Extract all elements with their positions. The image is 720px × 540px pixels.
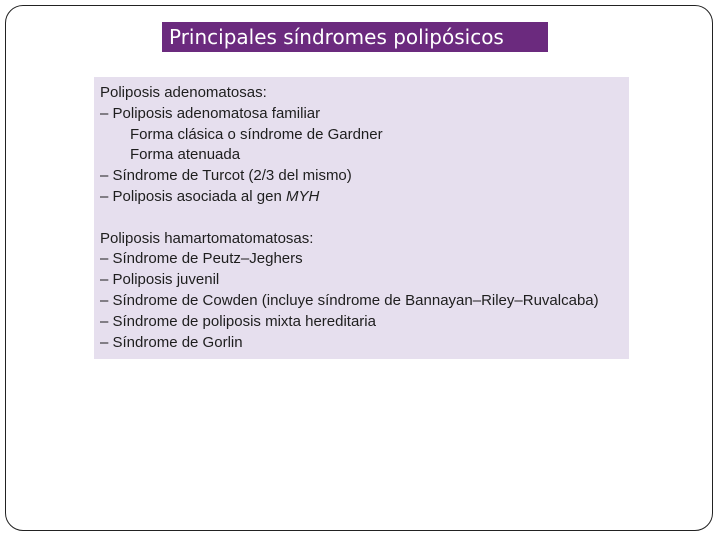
list-item: – Poliposis juvenil: [100, 271, 220, 289]
list-item: – Síndrome de Cowden (incluye síndrome de Bannayan–Riley–Ruvalcaba): [100, 291, 599, 309]
section-heading-adenomatous: Poliposis adenomatosas:: [100, 84, 267, 101]
gene-name: MYH: [285, 187, 320, 205]
list-item: [100, 187, 629, 208]
list-subitem: Forma atenuada: [130, 146, 241, 164]
list-subitem: Forma clásica o síndrome de Gardner: [130, 125, 383, 143]
list-item: – Síndrome de Gorlin: [100, 333, 243, 351]
list-item: – Poliposis adenomatosa familiar: [100, 104, 321, 122]
slide-title: Principales síndromes polipósicos: [162, 22, 548, 52]
list-item: – Síndrome de Peutz–Jeghers: [100, 250, 303, 268]
section-spacer: [100, 208, 629, 229]
section-heading-hamartomatous: Poliposis hamartomatomatosas:: [100, 229, 314, 247]
syndromes-list-box: [94, 77, 629, 359]
list-item: – Síndrome de poliposis mixta hereditaria: [100, 312, 376, 330]
list-item-text: – Poliposis asociada al gen: [100, 187, 286, 205]
list-item: – Síndrome de Turcot (2/3 del mismo): [100, 167, 352, 185]
